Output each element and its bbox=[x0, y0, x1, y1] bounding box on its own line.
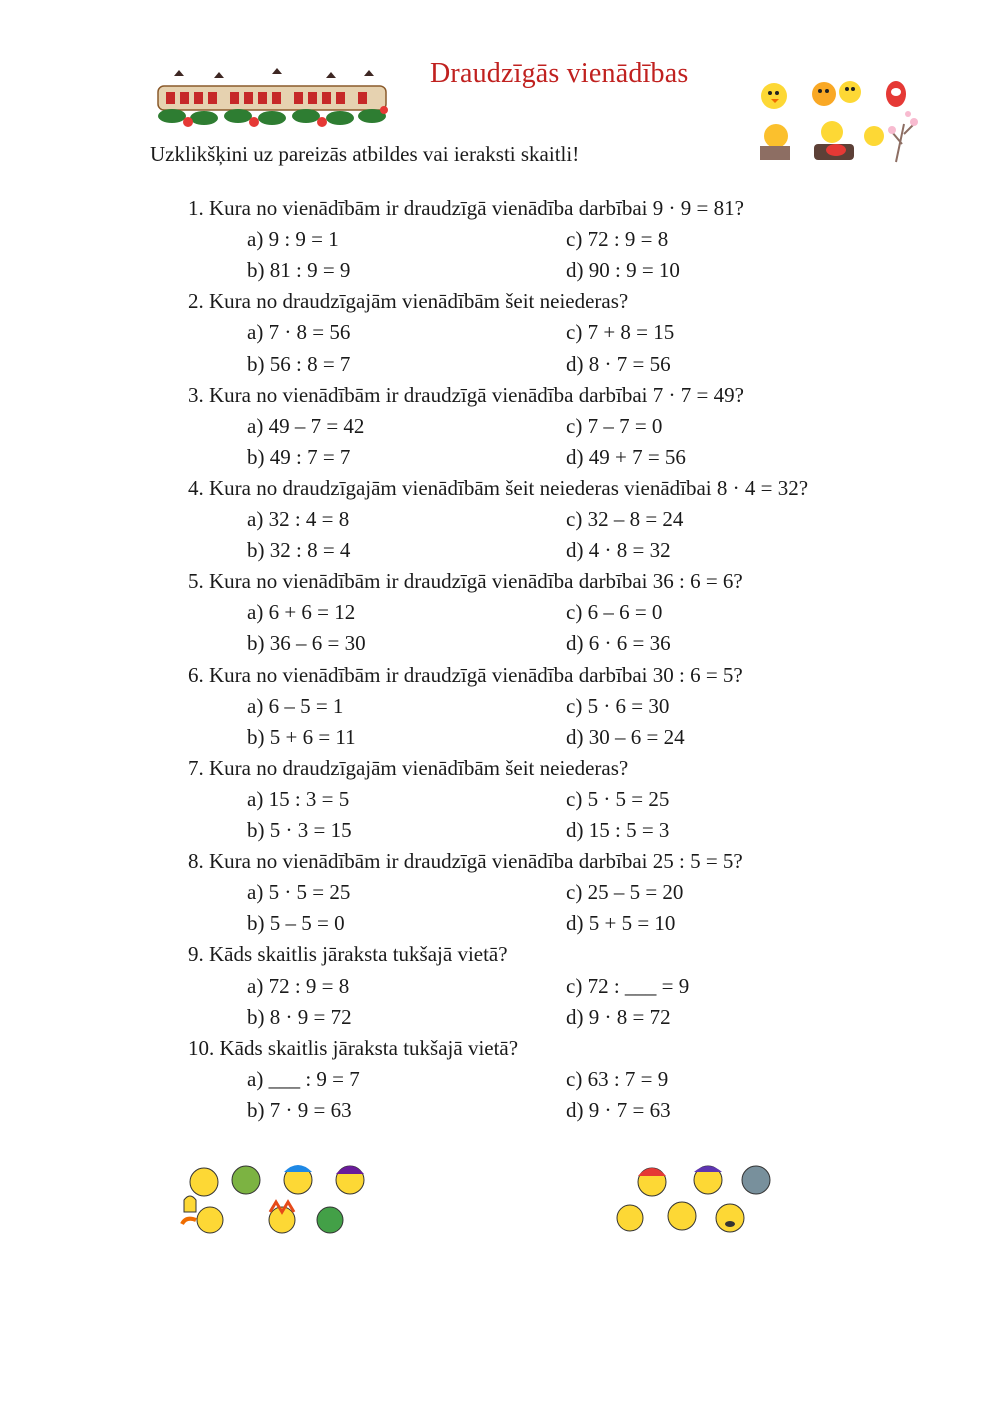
answer-option-b[interactable]: b) 5 + 6 = 11 bbox=[247, 724, 356, 749]
answer-option-b[interactable]: b) 36 – 6 = 30 bbox=[247, 631, 366, 656]
answer-option-d[interactable]: d) 9 · 7 = 63 bbox=[566, 1097, 671, 1122]
decorative-smileys-left-image bbox=[180, 1160, 380, 1242]
answer-option-c[interactable]: c) 6 – 6 = 0 bbox=[566, 600, 663, 625]
answer-option-c[interactable]: c) 72 : 9 = 8 bbox=[566, 227, 669, 252]
answer-option-d[interactable]: d) 30 – 6 = 24 bbox=[566, 724, 685, 749]
answer-option-d[interactable]: d) 90 : 9 = 10 bbox=[566, 258, 680, 283]
question-text: 7. Kura no draudzīgajām vienādībām šeit neiederas? bbox=[188, 755, 629, 780]
question-text: 2. Kura no draudzīgajām vienādībām šeit neiederas? bbox=[188, 289, 629, 314]
question-text: 3. Kura no vienādībām ir draudzīgā vienādība darbībai 7 · 7 = 49? bbox=[188, 382, 744, 407]
answer-option-c[interactable]: c) 63 : 7 = 9 bbox=[566, 1066, 669, 1091]
question-text: 4. Kura no draudzīgajām vienādībām šeit neiederas vienādībai 8 · 4 = 32? bbox=[188, 475, 809, 500]
answer-option-c[interactable]: c) 5 · 5 = 25 bbox=[566, 786, 670, 811]
answer-option-b[interactable]: b) 81 : 9 = 9 bbox=[247, 258, 351, 283]
answer-option-b[interactable]: b) 32 : 8 = 4 bbox=[247, 538, 351, 563]
answer-option-b[interactable]: b) 8 · 9 = 72 bbox=[247, 1004, 352, 1029]
answer-option-a[interactable]: a) 6 – 5 = 1 bbox=[247, 693, 344, 718]
question-text: 5. Kura no vienādībām ir draudzīgā vienādība darbībai 36 : 6 = 6? bbox=[188, 569, 743, 594]
answer-option-b[interactable]: b) 7 · 9 = 63 bbox=[247, 1097, 352, 1122]
answer-option-b[interactable]: b) 5 · 3 = 15 bbox=[247, 818, 352, 842]
answer-option-c[interactable]: c) 72 : ___ = 9 bbox=[566, 973, 690, 998]
answer-option-c[interactable]: c) 7 + 8 = 15 bbox=[566, 320, 675, 345]
question-text: 10. Kāds skaitlis jāraksta tukšajā vietā? bbox=[188, 1035, 519, 1060]
decorative-chicks-image bbox=[746, 74, 926, 170]
answer-option-a[interactable]: a) 72 : 9 = 8 bbox=[247, 973, 350, 998]
answer-option-d[interactable]: d) 4 · 8 = 32 bbox=[566, 538, 671, 563]
question-text: 9. Kāds skaitlis jāraksta tukšajā vietā? bbox=[188, 942, 508, 967]
answer-option-a[interactable]: a) 32 : 4 = 8 bbox=[247, 507, 350, 531]
answer-option-a[interactable]: a) 6 + 6 = 12 bbox=[247, 600, 356, 625]
answer-option-a[interactable]: a) ___ : 9 = 7 bbox=[247, 1066, 360, 1091]
answer-option-c[interactable]: c) 7 – 7 = 0 bbox=[566, 413, 663, 438]
answer-option-d[interactable]: d) 9 · 8 = 72 bbox=[566, 1004, 671, 1029]
answer-option-d[interactable]: d) 8 · 7 = 56 bbox=[566, 351, 671, 376]
page-title: Draudzīgās vienādības bbox=[430, 58, 689, 89]
answer-option-d[interactable]: d) 5 + 5 = 10 bbox=[566, 911, 676, 936]
answer-option-c[interactable]: c) 32 – 8 = 24 bbox=[566, 507, 684, 531]
answer-option-a[interactable]: a) 15 : 3 = 5 bbox=[247, 786, 350, 811]
answer-option-d[interactable]: d) 49 + 7 = 56 bbox=[566, 444, 686, 469]
answer-option-b[interactable]: b) 49 : 7 = 7 bbox=[247, 444, 351, 469]
question-text: 1. Kura no vienādībām ir draudzīgā vienādība darbībai 9 · 9 = 81? bbox=[188, 196, 744, 220]
decorative-banner-image bbox=[152, 66, 392, 136]
answer-option-d[interactable]: d) 15 : 5 = 3 bbox=[566, 818, 670, 842]
instruction-text: Uzklikšķini uz pareizās atbildes vai ieraksti skaitli! bbox=[150, 142, 580, 166]
decorative-smileys-right-image bbox=[612, 1160, 782, 1242]
answer-option-d[interactable]: d) 6 · 6 = 36 bbox=[566, 631, 671, 656]
answer-option-a[interactable]: a) 7 · 8 = 56 bbox=[247, 320, 351, 345]
question-text: 8. Kura no vienādībām ir draudzīgā vienādība darbībai 25 : 5 = 5? bbox=[188, 849, 743, 874]
answer-option-b[interactable]: b) 56 : 8 = 7 bbox=[247, 351, 351, 376]
answer-option-c[interactable]: c) 25 – 5 = 20 bbox=[566, 880, 684, 905]
answer-option-b[interactable]: b) 5 – 5 = 0 bbox=[247, 911, 345, 936]
answer-option-a[interactable]: a) 49 – 7 = 42 bbox=[247, 413, 365, 438]
question-text: 6. Kura no vienādībām ir draudzīgā vienādība darbībai 30 : 6 = 5? bbox=[188, 662, 743, 687]
answer-option-c[interactable]: c) 5 · 6 = 30 bbox=[566, 693, 670, 718]
answer-option-a[interactable]: a) 5 · 5 = 25 bbox=[247, 880, 351, 905]
answer-option-a[interactable]: a) 9 : 9 = 1 bbox=[247, 227, 339, 252]
